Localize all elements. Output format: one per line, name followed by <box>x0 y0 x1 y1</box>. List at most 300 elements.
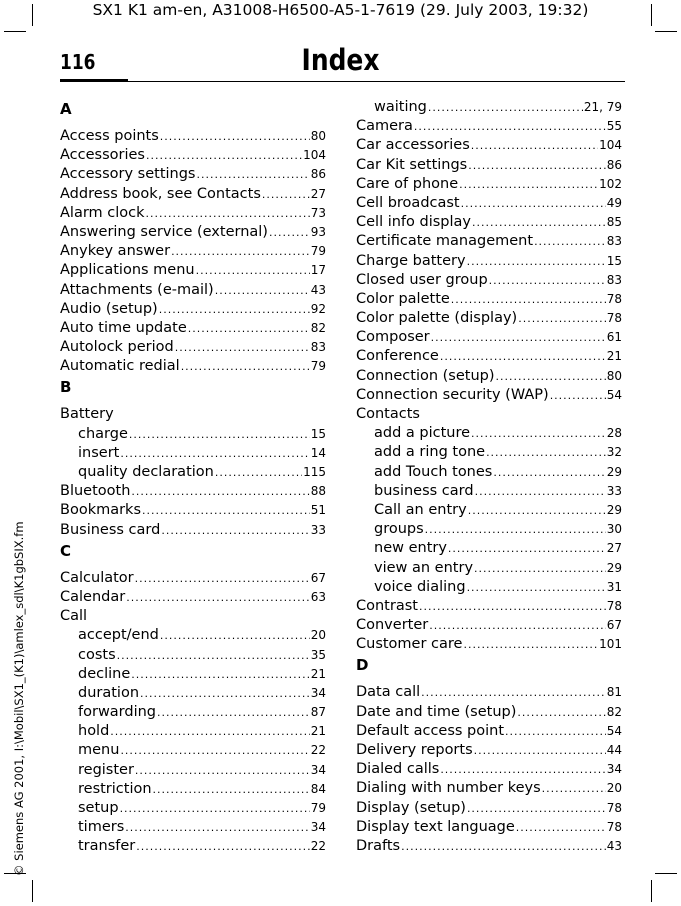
index-term: Call an entry <box>374 501 467 518</box>
index-page-number: 20 <box>310 628 326 643</box>
index-page-number: 86 <box>606 157 622 172</box>
index-term: Calculator <box>60 569 134 586</box>
index-page-number: 44 <box>606 743 622 757</box>
dot-leader <box>215 463 302 482</box>
index-subentry <box>356 539 622 558</box>
index-term: add a picture <box>374 425 471 442</box>
index-term: Conference <box>356 348 439 365</box>
dot-leader <box>475 482 606 501</box>
index-subentry <box>60 818 326 837</box>
dot-leader <box>440 347 606 366</box>
dot-leader <box>131 482 309 501</box>
dot-leader <box>135 761 310 780</box>
index-page-number: 78 <box>606 311 622 326</box>
index-term: transfer <box>78 838 136 855</box>
dot-leader <box>472 213 606 232</box>
index-page-number: 20 <box>606 781 622 796</box>
index-page-number: 29 <box>606 464 622 479</box>
index-term: groups <box>374 521 424 538</box>
index-term: timers <box>78 819 125 836</box>
index-page-number: 31 <box>606 579 622 594</box>
index-entry <box>60 261 326 280</box>
dot-leader <box>534 232 606 251</box>
dot-leader <box>440 760 605 779</box>
dot-leader <box>160 626 310 645</box>
dot-leader <box>269 223 310 242</box>
index-term: Display (setup) <box>356 799 466 816</box>
dot-leader <box>461 194 606 213</box>
index-page-number: 43 <box>310 282 326 297</box>
index-term: Car accessories <box>356 137 470 154</box>
index-entry <box>60 501 326 520</box>
index-page-number: 67 <box>310 570 326 585</box>
dot-leader <box>135 569 310 588</box>
header-rule <box>128 81 625 82</box>
index-term: Attachments (e-mail) <box>60 281 214 298</box>
index-page-number: 29 <box>606 502 622 517</box>
index-page-number: 27 <box>606 541 622 556</box>
crop-mark <box>651 880 652 902</box>
index-entry <box>356 347 622 366</box>
index-entry <box>356 703 622 722</box>
index-term: quality declaration <box>78 464 214 480</box>
index-page-number: 83 <box>606 234 622 249</box>
index-page-number: 102 <box>599 176 622 191</box>
dot-leader <box>120 444 309 463</box>
dot-leader <box>196 165 309 184</box>
dot-leader <box>160 127 310 146</box>
index-page-number: 21 <box>310 724 326 739</box>
index-subentry <box>60 799 326 818</box>
index-entry <box>356 309 622 328</box>
index-page-number: 63 <box>310 589 326 604</box>
dot-leader <box>489 271 606 290</box>
index-term: charge <box>78 425 128 442</box>
dot-leader <box>471 424 606 443</box>
index-entry <box>356 635 622 654</box>
index-term: Bookmarks <box>60 502 142 519</box>
index-column-right <box>356 98 622 856</box>
index-page-number: 73 <box>310 205 326 220</box>
index-term: Contrast <box>356 597 418 614</box>
index-entry <box>60 223 326 242</box>
index-subentry <box>60 463 326 482</box>
dot-leader <box>110 722 309 741</box>
index-page-number: 61 <box>606 330 622 345</box>
index-term: restriction <box>78 780 152 797</box>
index-page-number: 86 <box>310 167 326 182</box>
index-section-letter: C <box>60 541 72 560</box>
dot-leader <box>196 261 310 280</box>
index-page-number: 29 <box>606 560 622 575</box>
index-page-number: 104 <box>303 148 326 163</box>
index-page-number: 15 <box>310 426 326 441</box>
index-entry <box>356 386 622 405</box>
dot-leader <box>493 463 605 482</box>
index-page-number: 79 <box>310 244 326 259</box>
index-entry <box>356 232 622 251</box>
index-term: Cell info display <box>356 214 472 231</box>
index-term: Auto time update <box>60 319 187 336</box>
index-entry <box>60 521 326 540</box>
index-page-number: 67 <box>606 618 622 633</box>
index-subentry <box>356 501 622 520</box>
index-term: Dialing with number keys <box>356 780 541 797</box>
index-entry <box>60 146 326 165</box>
dot-leader <box>542 779 606 798</box>
index-entry <box>356 213 622 232</box>
dot-leader <box>120 741 309 760</box>
dot-leader <box>431 328 606 347</box>
index-term: decline <box>78 665 131 682</box>
index-entry-heading: Contacts <box>356 406 420 422</box>
index-page-number: 22 <box>310 839 326 854</box>
index-entry <box>356 779 622 798</box>
index-subentry <box>60 741 326 760</box>
index-entry <box>356 156 622 175</box>
header-rule-thick <box>60 79 128 82</box>
index-term: register <box>78 761 134 778</box>
index-entry-heading: Battery <box>60 406 114 423</box>
index-subentry <box>356 463 622 482</box>
index-page-number: 34 <box>310 820 326 835</box>
index-page-number: 101 <box>599 637 622 652</box>
dot-leader <box>146 204 310 223</box>
index-term: Answering service (external) <box>60 223 268 240</box>
index-entry <box>356 117 622 136</box>
index-subentry <box>60 646 326 665</box>
dot-leader <box>181 357 310 376</box>
index-entry <box>356 328 622 347</box>
dot-leader <box>468 501 606 520</box>
page-title: Index <box>301 43 380 77</box>
index-page-number: 34 <box>606 762 622 777</box>
index-term: add Touch tones <box>374 463 493 480</box>
index-entry <box>356 818 622 837</box>
index-subentry <box>356 559 622 578</box>
index-page-number: 104 <box>599 138 622 153</box>
copyright-side-text: © Siemens AG 2001, I:\Mobil\SX1_(K1)\amlex_sdl\K1gbSIX.fm <box>12 521 26 876</box>
dot-leader <box>474 741 606 760</box>
index-page-number: 78 <box>606 800 622 815</box>
index-entry <box>356 194 622 213</box>
index-subentry <box>356 443 622 462</box>
index-term: setup <box>78 800 119 816</box>
index-term: Customer care <box>356 636 463 653</box>
dot-leader <box>486 443 606 462</box>
index-entry <box>60 319 326 338</box>
index-term: duration <box>78 684 140 701</box>
dot-leader <box>142 501 310 520</box>
index-term: Accessory settings <box>60 166 196 183</box>
index-entry <box>60 281 326 300</box>
index-entry <box>356 252 622 271</box>
running-head: SX1 K1 am-en, A31008-H6500-A5-1-7619 (29. July 2003, 19:32) <box>92 1 589 19</box>
index-term: Display text language <box>356 818 515 835</box>
index-entry <box>60 588 326 607</box>
crop-mark <box>655 31 677 32</box>
index-term: view an entry <box>374 559 474 576</box>
dot-leader <box>262 185 310 204</box>
index-entry <box>60 165 326 184</box>
dot-leader <box>171 242 310 261</box>
dot-leader <box>188 319 310 338</box>
index-term: Cell broadcast <box>356 194 460 211</box>
index-term: Certificate management <box>356 233 534 250</box>
index-page-number: 27 <box>310 186 326 201</box>
index-page-number: 84 <box>310 781 326 796</box>
index-term: voice dialing <box>374 578 466 595</box>
crop-mark <box>655 873 677 874</box>
index-subentry <box>356 424 622 443</box>
index-page-number: 21 <box>310 666 326 681</box>
index-section-letter: A <box>60 100 72 118</box>
index-subentry <box>60 780 326 799</box>
index-page-number: 87 <box>310 705 326 720</box>
index-entry <box>60 482 326 501</box>
dot-leader <box>516 818 606 837</box>
index-term: Anykey answer <box>60 243 171 260</box>
dot-leader <box>425 520 606 539</box>
index-term: costs <box>78 646 116 663</box>
index-subentry <box>60 703 326 722</box>
dot-leader <box>421 683 606 702</box>
index-subentry <box>356 98 622 117</box>
index-page-number: 30 <box>606 522 622 537</box>
dot-leader <box>448 539 606 558</box>
index-term: Charge battery <box>356 252 466 269</box>
index-subentry <box>60 665 326 684</box>
index-term: Audio (setup) <box>60 300 158 317</box>
dot-leader <box>161 521 309 540</box>
index-entry <box>356 683 622 702</box>
dot-leader <box>451 290 606 309</box>
dot-leader <box>419 597 606 616</box>
dot-leader <box>175 338 310 357</box>
dot-leader <box>153 780 310 799</box>
index-term: add a ring tone <box>374 444 486 461</box>
dot-leader <box>401 837 606 856</box>
index-page-number: 80 <box>606 368 622 383</box>
crop-mark <box>32 880 33 902</box>
dot-leader <box>146 146 302 165</box>
dot-leader <box>136 837 309 856</box>
index-term: Access points <box>60 128 159 144</box>
index-term: Delivery reports <box>356 742 473 758</box>
dot-leader <box>131 665 309 684</box>
dot-leader <box>159 300 310 319</box>
index-page-number: 92 <box>310 301 326 316</box>
index-term: Accessories <box>60 147 145 164</box>
dot-leader <box>463 635 598 654</box>
index-subentry <box>60 684 326 703</box>
dot-leader <box>517 703 605 722</box>
index-entry <box>60 338 326 357</box>
index-term: Date and time (setup) <box>356 703 517 720</box>
index-entry <box>356 271 622 290</box>
index-subentry <box>356 520 622 539</box>
index-term: Car Kit settings <box>356 156 468 173</box>
index-page-number: 78 <box>606 819 622 834</box>
index-page-number: 82 <box>310 320 326 335</box>
index-page-number: 43 <box>606 838 622 853</box>
dot-leader <box>140 684 310 703</box>
index-page-number: 79 <box>310 359 326 374</box>
index-term: forwarding <box>78 704 157 721</box>
dot-leader <box>120 799 310 818</box>
dot-leader <box>474 559 606 578</box>
index-term: Connection security (WAP) <box>356 386 549 403</box>
index-entry <box>60 127 326 146</box>
index-subentry <box>60 444 326 463</box>
index-section-letter: D <box>356 656 369 675</box>
index-term: Connection (setup) <box>356 367 495 384</box>
dot-leader <box>518 309 606 328</box>
dot-leader <box>467 578 606 597</box>
index-term: Default access point <box>356 722 505 739</box>
index-page-number: 83 <box>310 340 326 355</box>
index-term: insert <box>78 444 120 461</box>
index-section-letter: B <box>60 378 72 397</box>
dot-leader <box>428 98 583 117</box>
dot-leader <box>496 367 606 386</box>
index-subentry <box>60 722 326 741</box>
index-subentry <box>356 482 622 501</box>
dot-leader <box>467 799 606 818</box>
dot-leader <box>468 156 605 175</box>
index-term: new entry <box>374 540 447 557</box>
index-page-number: 33 <box>310 522 326 537</box>
index-page-number: 85 <box>606 215 622 230</box>
index-page-number: 83 <box>606 272 622 287</box>
index-entry <box>356 367 622 386</box>
dot-leader <box>550 386 606 405</box>
index-term: Alarm clock <box>60 204 145 221</box>
index-entry <box>60 300 326 319</box>
dot-leader <box>471 136 598 155</box>
index-entry <box>356 136 622 155</box>
index-page-number: 55 <box>606 119 622 134</box>
index-term: Bluetooth <box>60 483 131 500</box>
index-page-number: 80 <box>310 129 326 143</box>
dot-leader <box>117 646 310 665</box>
index-page-number: 79 <box>310 801 326 815</box>
index-page-number: 17 <box>310 263 326 278</box>
index-page-number: 33 <box>606 483 622 498</box>
dot-leader <box>126 588 310 607</box>
index-page-number: 54 <box>606 387 622 402</box>
dot-leader <box>215 281 310 300</box>
index-subentry <box>356 578 622 597</box>
index-page-number: 21, 79 <box>583 100 622 114</box>
index-page-number: 49 <box>606 195 622 210</box>
index-term: Calendar <box>60 588 126 605</box>
index-entry <box>60 204 326 223</box>
index-entry <box>60 185 326 204</box>
index-term: Business card <box>60 521 161 538</box>
index-subentry <box>60 425 326 444</box>
index-page-number: 21 <box>606 349 622 364</box>
index-entry <box>356 837 622 856</box>
index-entry <box>356 175 622 194</box>
index-term: hold <box>78 723 110 740</box>
index-entry <box>356 760 622 779</box>
dot-leader <box>505 722 606 741</box>
index-page-number: 35 <box>310 647 326 662</box>
index-page-number: 88 <box>310 484 326 499</box>
index-term: Closed user group <box>356 271 488 288</box>
index-page-number: 34 <box>310 685 326 700</box>
index-subentry <box>60 837 326 856</box>
index-entry <box>356 799 622 818</box>
index-term: Drafts <box>356 837 401 854</box>
index-term: business card <box>374 482 474 499</box>
index-entry <box>60 569 326 588</box>
index-page-number: 51 <box>310 503 326 518</box>
index-term: Care of phone <box>356 175 459 192</box>
index-term: Autolock period <box>60 339 174 356</box>
index-entry <box>356 597 622 616</box>
crop-mark <box>4 31 26 32</box>
index-entry <box>356 741 622 760</box>
index-term: Data call <box>356 684 421 701</box>
dot-leader <box>467 252 606 271</box>
index-term: Automatic redial <box>60 358 180 375</box>
index-term: Dialed calls <box>356 761 440 778</box>
index-page-number: 22 <box>310 743 326 758</box>
dot-leader <box>429 616 606 635</box>
index-page-number: 115 <box>303 465 326 479</box>
index-entry <box>60 357 326 376</box>
index-page-number: 82 <box>606 704 622 719</box>
index-page-number: 81 <box>606 685 622 700</box>
dot-leader <box>414 117 606 136</box>
dot-leader <box>129 425 310 444</box>
dot-leader <box>125 818 309 837</box>
index-subentry <box>60 626 326 645</box>
index-page-number: 28 <box>606 426 622 441</box>
index-entry <box>356 290 622 309</box>
index-page-number: 32 <box>606 445 622 460</box>
index-term: accept/end <box>78 627 159 644</box>
index-entry <box>356 616 622 635</box>
index-entry-heading: Call <box>60 608 88 625</box>
index-entry <box>60 242 326 261</box>
index-term: Color palette (display) <box>356 310 518 327</box>
index-page-number: 34 <box>310 762 326 777</box>
dot-leader <box>459 175 598 194</box>
index-column-left <box>60 98 326 857</box>
index-term: Converter <box>356 617 429 634</box>
index-page-number: 54 <box>606 723 622 738</box>
page-number: 116 <box>60 50 96 74</box>
index-page-number: 78 <box>606 291 622 306</box>
index-page-number: 15 <box>606 253 622 268</box>
index-entry <box>356 722 622 741</box>
index-page-number: 93 <box>310 224 326 239</box>
index-term: Color palette <box>356 290 450 307</box>
index-term: Address book, see Contacts <box>60 185 261 202</box>
index-term: Applications menu <box>60 262 195 279</box>
index-page-number: 78 <box>606 598 622 613</box>
index-term: menu <box>78 742 120 759</box>
index-page-number: 14 <box>310 445 326 460</box>
dot-leader <box>157 703 310 722</box>
index-term: waiting <box>374 99 427 115</box>
index-term: Composer <box>356 329 430 346</box>
index-term: Camera <box>356 118 413 135</box>
index-subentry <box>60 761 326 780</box>
